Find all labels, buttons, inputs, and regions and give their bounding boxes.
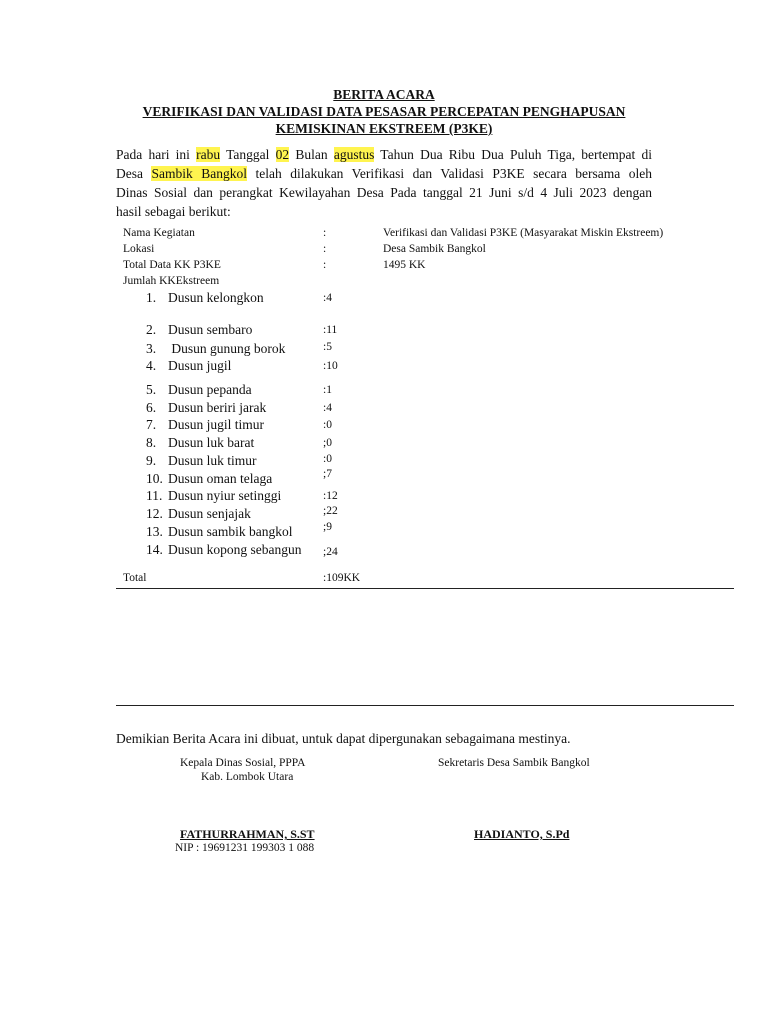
document-title: BERITA ACARA (333, 87, 435, 102)
lokasi-label: Lokasi (123, 243, 155, 255)
jumlah-label: Jumlah KKEkstreem (123, 275, 220, 287)
total-data-value: 1495 KK (383, 259, 426, 271)
nama-kegiatan-label: Nama Kegiatan (123, 227, 195, 239)
nama-kegiatan-value: Verifikasi dan Validasi P3KE (Masyarakat Miskin Ekstreem) (383, 227, 664, 239)
intro-line-4: hasil sebagai berikut: (116, 204, 231, 219)
intro-paragraph (116, 145, 652, 221)
left-signer-name: FATHURRAHMAN, S.ST (180, 827, 315, 841)
document-subtitle: VERIFIKASI DAN VALIDASI DATA PESASAR PERCEPATAN PENGHAPUSAN (142, 104, 626, 119)
intro-line-1: Pada hari ini rabu Tanggal 02 Bulan agustus Tahun Dua Ribu Dua Puluh Tiga, bertempat di (116, 147, 653, 162)
total-value: :109KK (323, 572, 361, 584)
highlight-month: agustus (333, 147, 375, 162)
intro-line-3: Dinas Sosial dan perangkat Kewilayahan Desa Pada tanggal 21 Juni s/d 4 Juli 2023 dengan (116, 185, 652, 200)
left-signer-title: Kepala Dinas Sosial, PPPA (180, 757, 306, 769)
total-data-label: Total Data KK P3KE (123, 259, 221, 271)
lokasi-value: Desa Sambik Bangkol (383, 243, 486, 255)
document-subtitle-2: KEMISKINAN EKSTREEM (P3KE) (275, 121, 493, 136)
lokasi-sep: : (323, 243, 327, 255)
right-signer-title: Sekretaris Desa Sambik Bangkol (438, 757, 590, 769)
divider (116, 588, 734, 589)
right-signer-name: HADIANTO, S.Pd (474, 827, 570, 841)
divider (116, 705, 734, 706)
highlight-village: Sambik Bangkol (151, 166, 247, 181)
left-signer-region: Kab. Lombok Utara (201, 771, 294, 783)
left-signer-nip: NIP : 19691231 199303 1 088 (175, 842, 315, 854)
total-label: Total (123, 572, 147, 584)
highlight-day: rabu (196, 147, 221, 162)
highlight-date: 02 (275, 147, 290, 162)
closing-statement: Demikian Berita Acara ini dibuat, untuk dapat dipergunakan sebagaimana mestinya. (116, 731, 571, 746)
intro-line-2: Desa Sambik Bangkol telah dilakukan Verifikasi dan Validasi P3KE secara bersama oleh (116, 166, 653, 181)
nama-kegiatan-sep: : (323, 227, 327, 239)
total-data-sep: : (323, 259, 327, 271)
